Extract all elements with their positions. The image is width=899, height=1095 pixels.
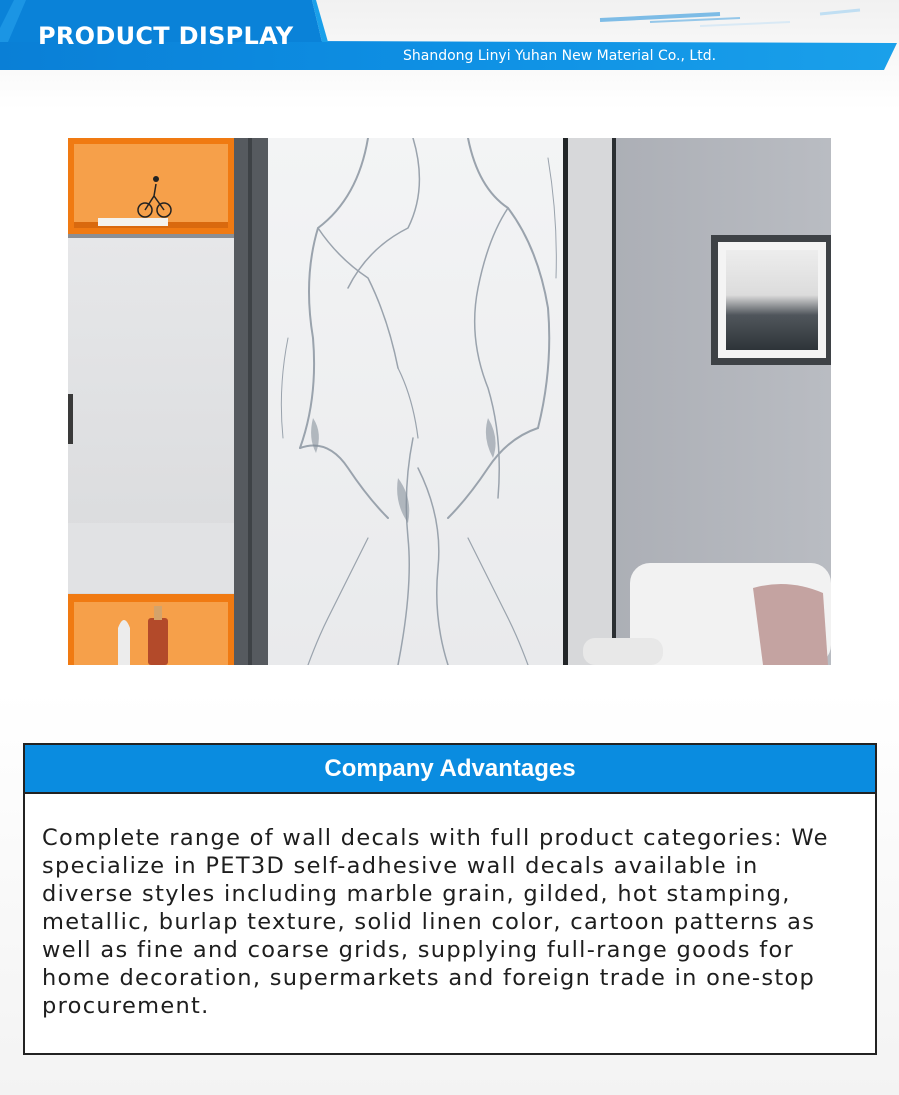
company-name: Shandong Linyi Yuhan New Material Co., Ltd. xyxy=(403,48,717,64)
header-banner xyxy=(0,0,899,75)
product-photo xyxy=(68,138,831,665)
company-advantages-section xyxy=(23,743,877,1055)
marble-wall-panel-photo-icon xyxy=(68,138,831,665)
page-title: PRODUCT DISPLAY xyxy=(38,22,294,50)
advantages-text: Complete range of wall decals with full product categories: We specialize in PET3D self-adhesive wall decals available in diverse styles including marble grain, gilded, hot stamping, metallic, burlap texture, solid linen color, cartoon patterns as well as fine and coarse grids, supplying full-range goods for home decoration, supermarkets and foreign trade in one-stop procurement. xyxy=(42,825,829,1019)
section-heading: Company Advantages xyxy=(25,745,875,794)
